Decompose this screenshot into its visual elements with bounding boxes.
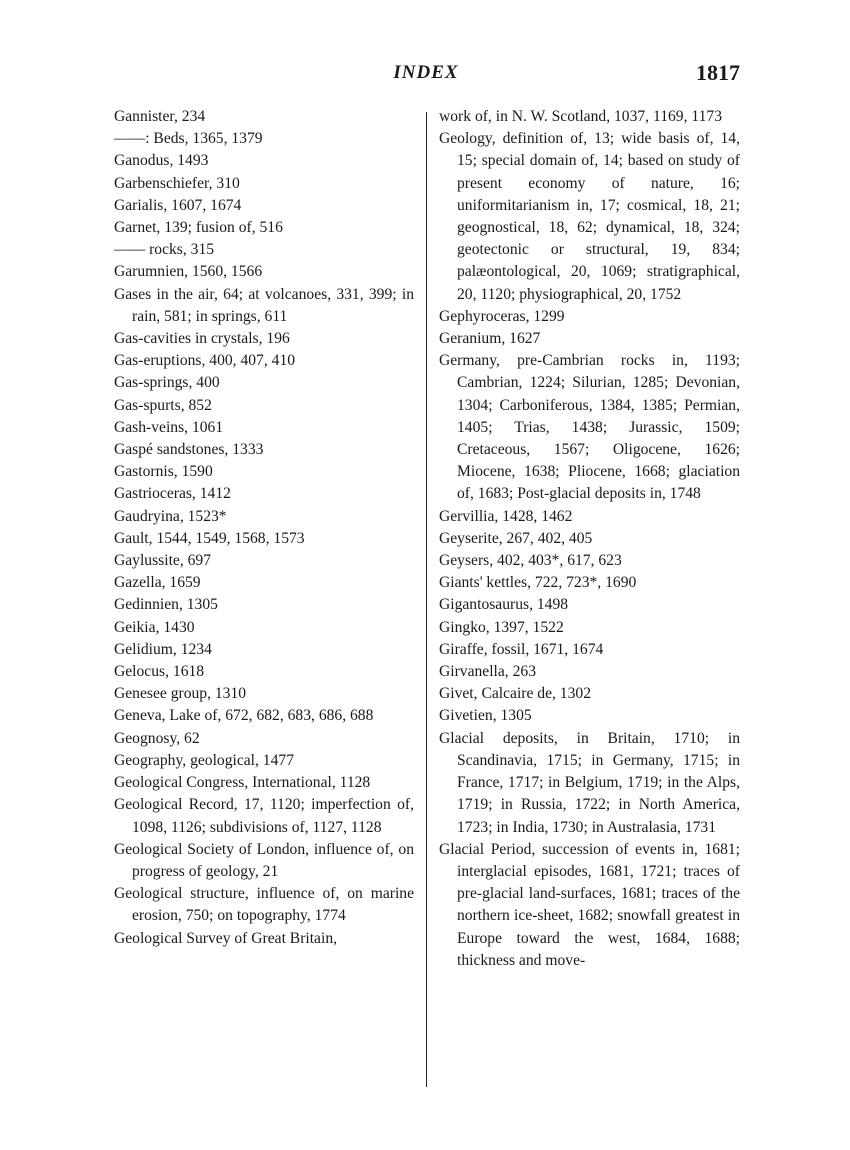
index-entry: Gephyroceras, 1299 [439,307,565,325]
index-entry: Geological Survey of Great Britain, [114,929,338,947]
index-entry: Girvanella, 263 [439,663,536,681]
index-entry: Garialis, 1607, 1674 [114,196,242,214]
index-entry: Geranium, 1627 [439,330,541,348]
index-entry: Gelidium, 1234 [114,640,212,658]
index-entry: Gannister, 234 [114,108,206,125]
index-entry: Geneva, Lake of, 672, 682, 683, 686, 688 [114,707,374,725]
running-title: INDEX [393,62,459,83]
index-entry: Gas-springs, 400 [114,374,220,392]
index-entry: Geysers, 402, 403*, 617, 623 [439,552,622,570]
index-entry: Giants' kettles, 722, 723*, 1690 [439,574,637,592]
index-entry: Geology, definition of, 13; wide basis of, 14, 15; special domain of, 14; based on study of present economy of nature, 16; uniformitarianism in, 17; cosmical, 18, 21; geognostical, 18, 62; dynamical, 18, 324; geotectonic or structural, 19, 834; palæontological, 20, 1069; stratigraphical, 20, 1120; physiographical, 20, 1752 [439,130,740,303]
index-entry: Gash-veins, 1061 [114,418,224,436]
index-entry: Geological structure, influence of, on marine erosion, 750; on topography, 1774 [114,885,414,925]
index-entry: Geikia, 1430 [114,618,195,636]
index-entry: Gelocus, 1618 [114,663,205,681]
index-entry: Gingko, 1397, 1522 [439,618,564,636]
index-entry: Gas-cavities in crystals, 196 [114,330,290,348]
index-entry: Gedinnien, 1305 [114,596,218,614]
index-entry: Garbenschiefer, 310 [114,174,240,192]
index-entry: —— rocks, 315 [114,241,215,259]
index-entry: Garumnien, 1560, 1566 [114,263,263,281]
index-entry: Gaylussite, 697 [114,552,212,570]
index-entry: Geognosy, 62 [114,729,200,747]
index-entry: Geological Society of London, influence of, on progress of geology, 21 [114,840,414,880]
index-entry: work of, in N. W. Scotland, 1037, 1169, 1173 [439,108,722,125]
index-column-right [439,106,740,972]
index-entry: Givet, Calcaire de, 1302 [439,685,591,703]
page-header [112,60,740,90]
index-entry: Gas-eruptions, 400, 407, 410 [114,352,296,370]
index-entry: Gervillia, 1428, 1462 [439,507,573,525]
index-entry: Givetien, 1305 [439,707,532,725]
index-entry: Geological Congress, International, 1128 [114,774,371,792]
index-entry: Germany, pre-Cambrian rocks in, 1193; Cambrian, 1224; Silurian, 1285; Devonian, 1304; Carboniferous, 1384, 1385; Permian, 1405; Trias, 1438; Jurassic, 1509; Cretaceous, 1567; Oligocene, 1626; Miocene, 1638; Pliocene, 1668; glaciation of, 1683; Post-glacial deposits in, 1748 [439,352,740,503]
index-entry: Glacial deposits, in Britain, 1710; in Scandinavia, 1715; in Germany, 1715; in France, 1717; in Belgium, 1719; in the Alps, 1719; in Russia, 1722; in North America, 1723; in India, 1730; in Australasia, 1731 [439,729,740,836]
index-entry: Gaspé sandstones, 1333 [114,441,264,459]
index-entry: ——: Beds, 1365, 1379 [114,130,263,148]
index-entry: Geological Record, 17, 1120; imperfection of, 1098, 1126; subdivisions of, 1127, 1128 [114,796,414,836]
index-entry: Gaudryina, 1523* [114,507,227,525]
index-entry: Garnet, 139; fusion of, 516 [114,219,283,237]
index-entry: Gas-spurts, 852 [114,396,212,414]
index-entry: Gastornis, 1590 [114,463,213,481]
index-entry: Gazella, 1659 [114,574,201,592]
index-entry: Ganodus, 1493 [114,152,209,170]
column-divider [426,112,427,1087]
index-entry: Genesee group, 1310 [114,685,247,703]
index-entry: Gases in the air, 64; at volcanoes, 331, 399; in rain, 581; in springs, 611 [114,285,414,325]
index-entry: Geography, geological, 1477 [114,751,294,769]
index-entry: Glacial Period, succession of events in, 1681; interglacial episodes, 1681, 1721; traces of pre-glacial land-surfaces, 1681; traces of the northern ice-sheet, 1682; snowfall greatest in Europe toward the west, 1684, 1688; thickness and move- [439,840,740,969]
index-column-left [114,106,414,950]
index-entry: Gault, 1544, 1549, 1568, 1573 [114,529,305,547]
index-entry: Giraffe, fossil, 1671, 1674 [439,640,604,658]
index-entry: Gigantosaurus, 1498 [439,596,569,614]
index-entry: Gastrioceras, 1412 [114,485,231,503]
page-number: 1817 [696,60,740,85]
index-entry: Geyserite, 267, 402, 405 [439,529,593,547]
